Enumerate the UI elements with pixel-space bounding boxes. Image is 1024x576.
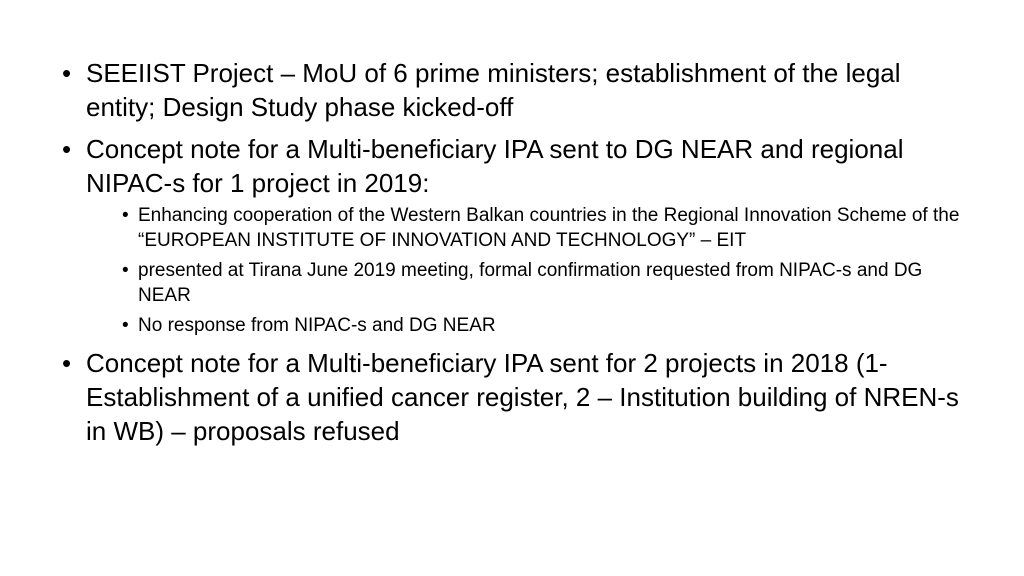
bullet-icon: •	[62, 348, 72, 378]
bullet-item-concept-note-2018	[62, 346, 962, 448]
slide-content	[62, 56, 962, 456]
sub-bullet-list	[122, 203, 962, 338]
bullet-list	[62, 56, 962, 448]
bullet-icon: •	[62, 134, 72, 164]
bullet-item-seeiist	[62, 56, 962, 124]
bullet-icon: •	[122, 315, 129, 336]
sub-bullet-text: presented at Tirana June 2019 meeting, formal confirmation requested from NIPAC-s and DG NEAR	[138, 260, 923, 306]
bullet-text: SEEIIST Project – MoU of 6 prime ministers; establishment of the legal entity; Design Study phase kicked-off	[86, 58, 901, 122]
bullet-icon: •	[122, 260, 129, 281]
bullet-icon: •	[122, 205, 129, 226]
sub-bullet-item-eit	[122, 203, 962, 253]
bullet-item-concept-note-2019	[62, 132, 962, 338]
sub-bullet-text: Enhancing cooperation of the Western Balkan countries in the Regional Innovation Scheme of the “EUROPEAN INSTITUTE OF INNOVATION AND TECHNOLOGY” – EIT	[138, 205, 960, 251]
sub-bullet-text: No response from NIPAC-s and DG NEAR	[138, 315, 496, 336]
sub-bullet-item-no-response	[122, 313, 962, 338]
bullet-text: Concept note for a Multi-beneficiary IPA sent for 2 projects in 2018 (1- Establishment of a unified cancer register, 2 – Institution building of NREN-s in WB) – proposals refused	[86, 348, 959, 446]
bullet-icon: •	[62, 58, 72, 88]
bullet-text: Concept note for a Multi-beneficiary IPA sent to DG NEAR and regional NIPAC-s for 1 project in 2019:	[86, 134, 904, 198]
sub-bullet-item-tirana	[122, 258, 962, 308]
